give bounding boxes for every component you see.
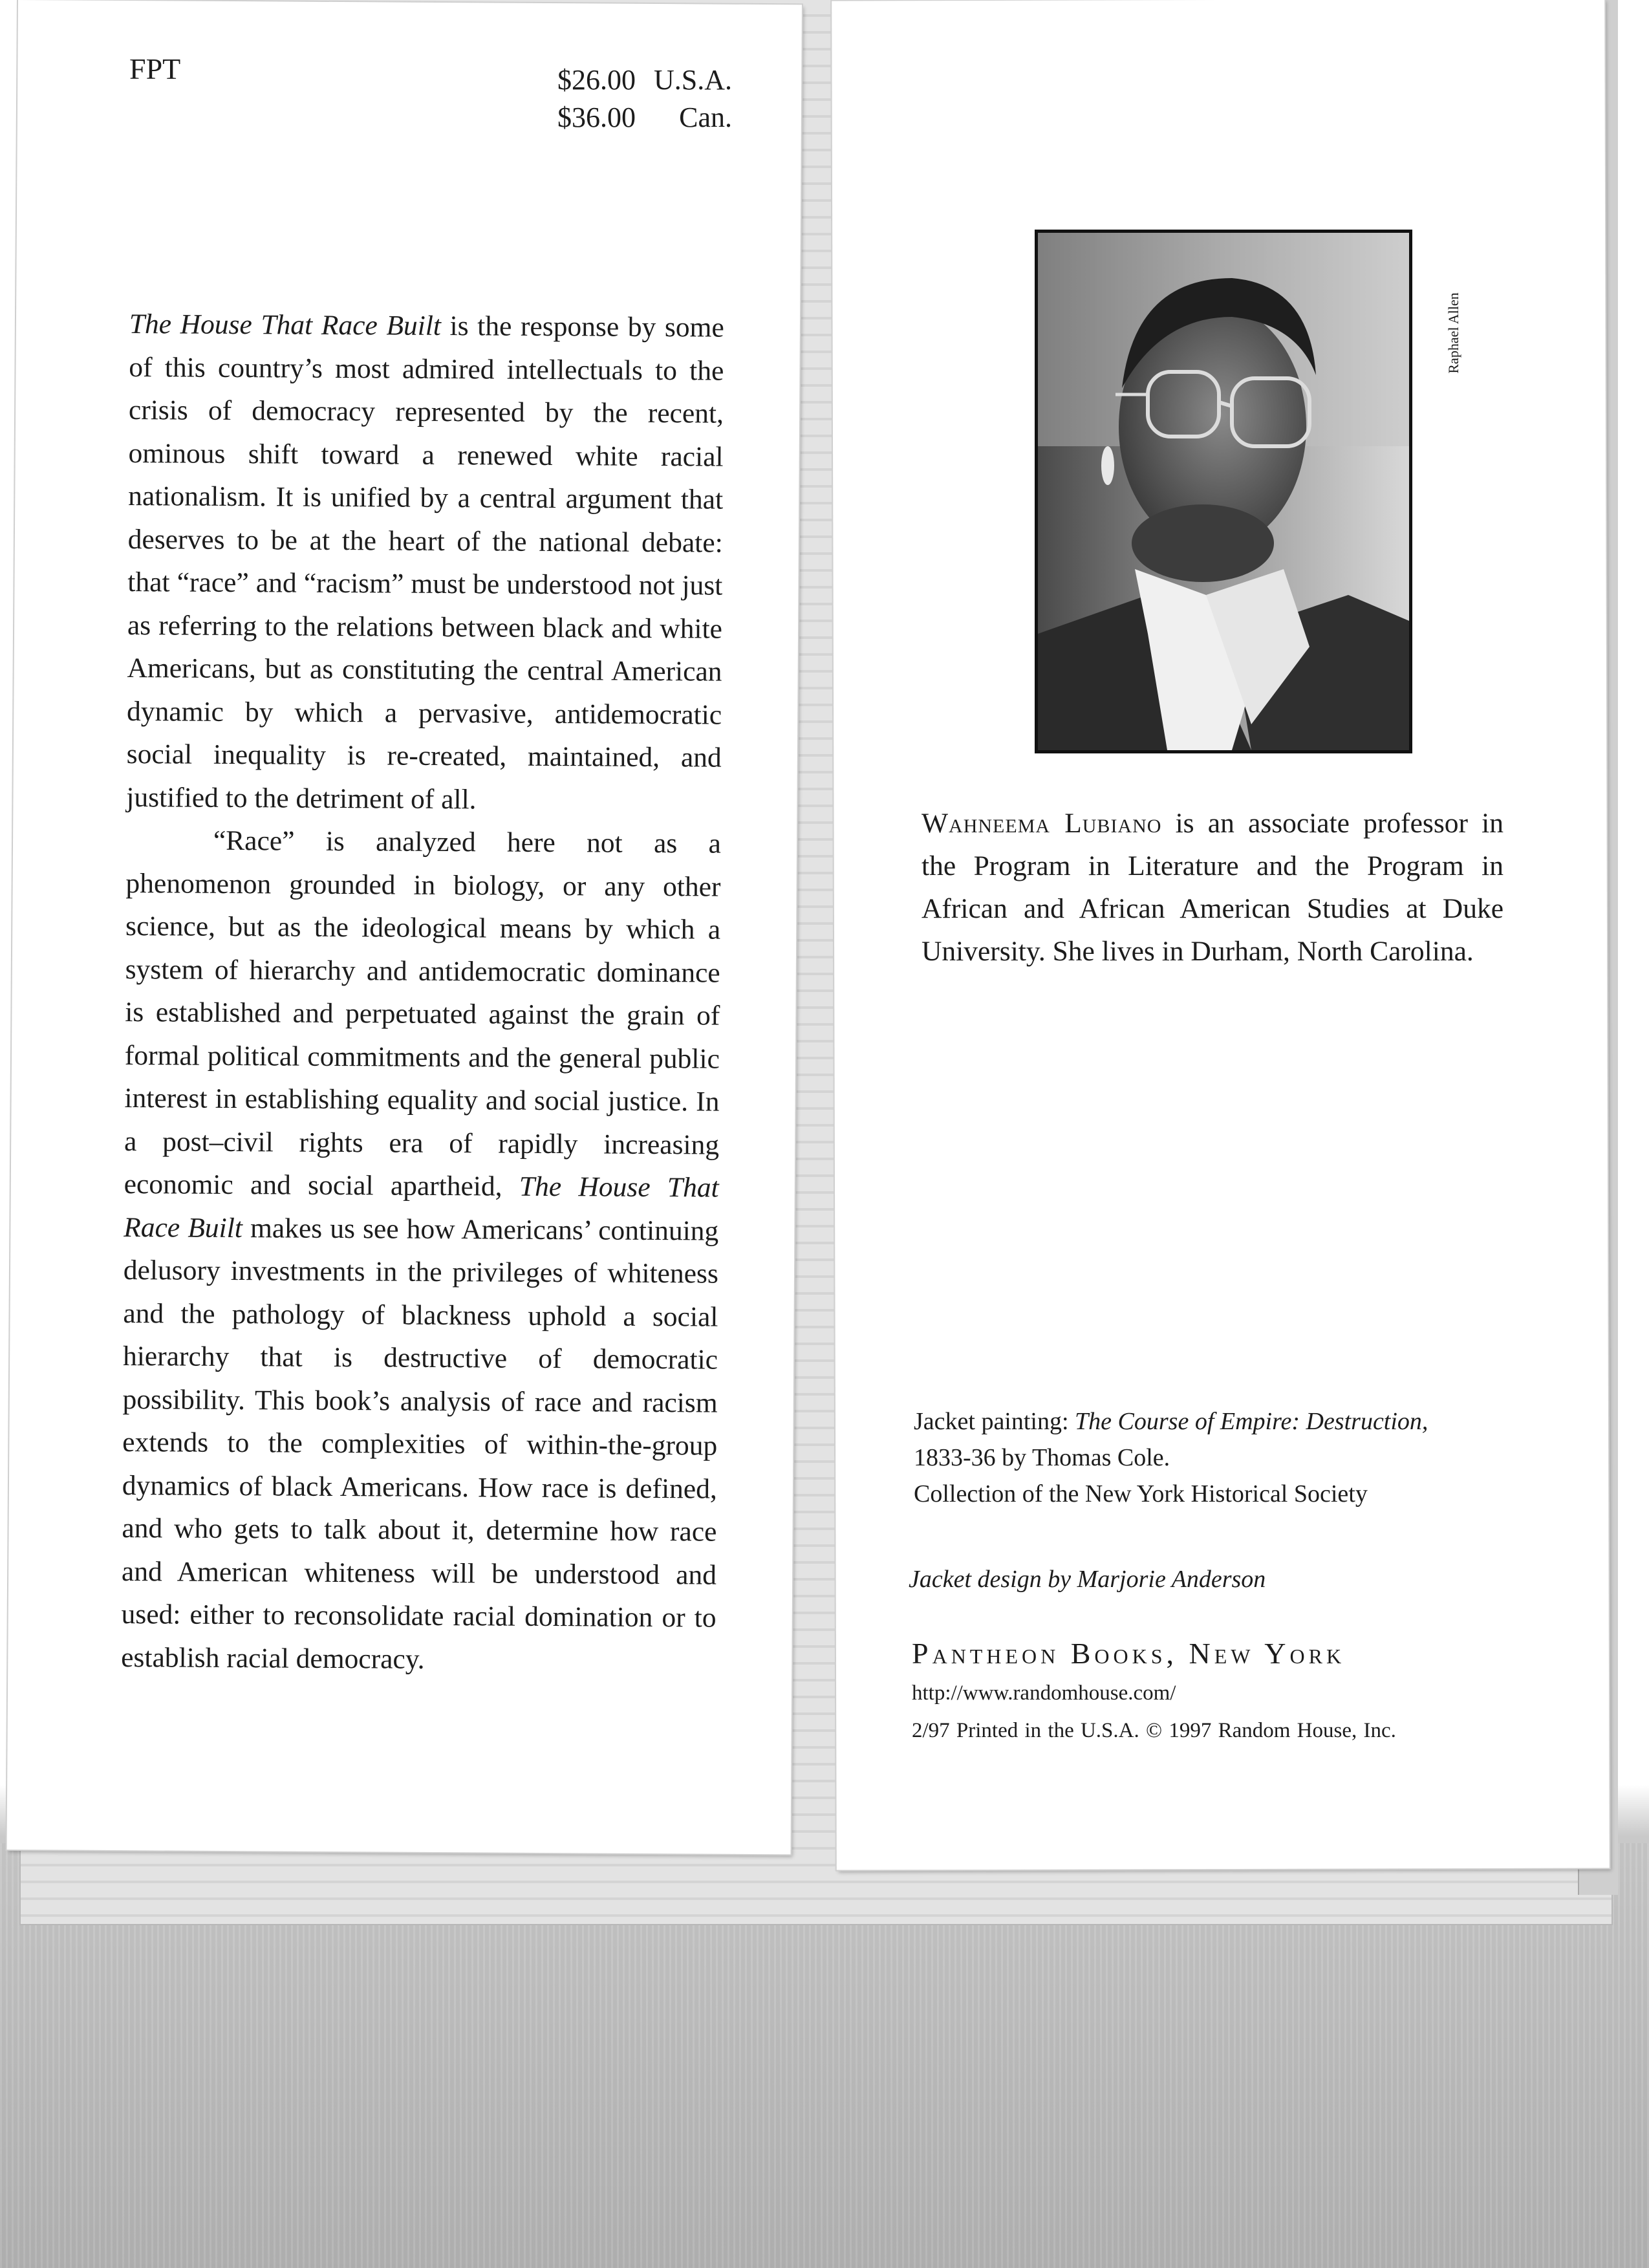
photo-credit: Raphael Allen xyxy=(1445,292,1461,374)
publisher-url: http://www.randomhouse.com/ xyxy=(912,1681,1176,1705)
price-us-label: U.S.A. xyxy=(653,64,732,96)
price-us-amount: $26.00 xyxy=(557,64,636,96)
copyright-line: 2/97 Printed in the U.S.A. © 1997 Random House, Inc. xyxy=(912,1719,1396,1742)
jacket-painting-line: Jacket painting: The Course of Empire: Destruction, xyxy=(914,1408,1428,1435)
author-bio: Wahneema Lubiano is an associate professor in the Program in Literature and the Program in African and African American Studies at Duke University. She lives in Durham, North Carolina. xyxy=(921,808,1503,967)
price-can-label: Can. xyxy=(679,102,732,133)
description-paragraph-2: “Race” is analyzed here not as a phenomenon grounded in biology, or any other science, but as the ideological means by which a system of hierarchy and antidemocratic dominance is established and perpetuated against the grain of formal political commitments and the general public interest in establishing equality and social justice. In a post–civil rights era of rapidly increasing economic and social apartheid, The House That Race Built makes us see how Americans’ continuing delusory investments in the privileges of whiteness and the pathology of blackness uphold a social hierarchy that is destructive of democratic possibility. This book’s analysis of race and racism extends to the complexities of within-the-group dynamics of black Americans. How race is defined, and who gets to talk about it, determine how race and American whiteness will be understood and used: either to reconsolidate racial domination or to establish racial democracy. xyxy=(121,825,722,1675)
book-title: The House That Race Built xyxy=(124,1171,719,1244)
flap-code: FPT xyxy=(129,52,181,85)
jacket-collection: Collection of the New York Historical Society xyxy=(914,1480,1368,1507)
price-can xyxy=(557,99,732,136)
publisher-name: Pantheon Books, New York xyxy=(912,1637,1346,1670)
author-name: Wahneema Lubiano xyxy=(921,808,1162,839)
description-paragraph-1: The House That Race Built is the response by some of this country’s most admired intellectuals to the crisis of democracy represented by the recent, ominous shift toward a renewed white racial nationalism. It is unified by a central argument that deserves to be at the heart of the national debate: that “race” and “racism” must be understood not just as referring to the relations between black and white Americans, but as constituting the central American dynamic by which a pervasive, antidemocratic social inequality is re-created, maintained, and justified to the detriment of all. xyxy=(126,308,724,815)
jacket-credits xyxy=(914,1403,1509,1512)
price-block xyxy=(557,61,732,136)
painting-title: The Course of Empire: Destruction, xyxy=(1075,1408,1428,1435)
jacket-painting-detail: 1833-36 by Thomas Cole. xyxy=(914,1444,1170,1471)
jacket-design-credit: Jacket design by Marjorie Anderson xyxy=(909,1566,1266,1593)
author-photo-image xyxy=(1038,233,1409,750)
book-description xyxy=(121,303,724,1683)
author-photo xyxy=(1035,230,1412,753)
book-title: The House That Race Built xyxy=(129,308,442,341)
price-us xyxy=(557,61,732,99)
price-can-amount: $36.00 xyxy=(557,102,636,133)
